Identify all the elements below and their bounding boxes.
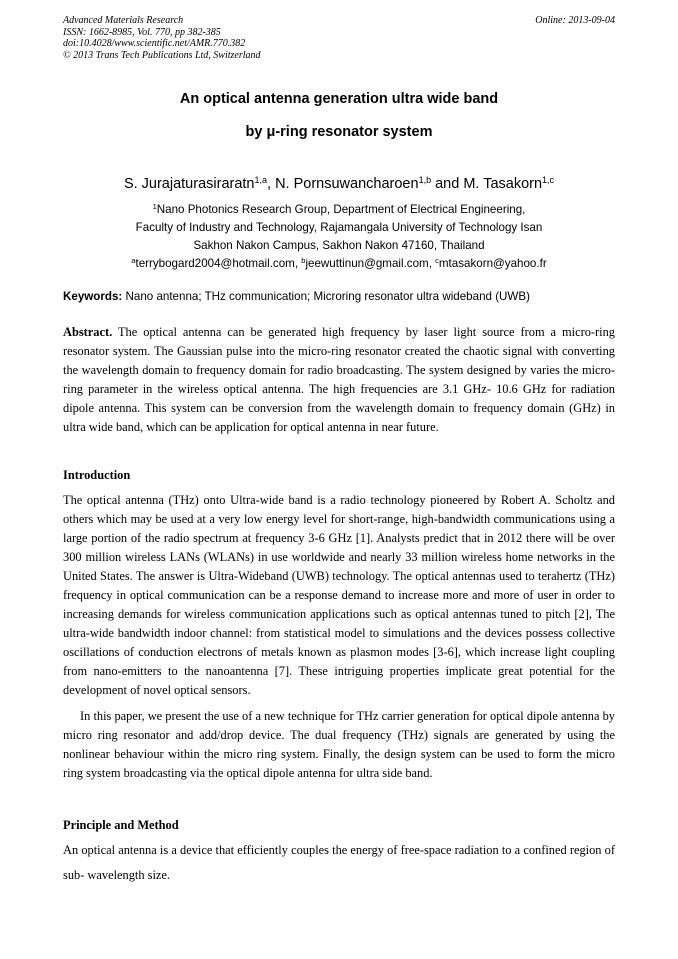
online-date: Online: 2013-09-04 [535,15,615,26]
author-name: S. Jurajaturasiraratn [123,176,255,192]
affiliation-line: Faculty of Industry and Technology, Rajamangala University of Technology Isan [135,221,543,234]
introduction-paragraph-2: In this paper, we present the use of a new technique for THz carrier generation for optical dipole antenna by micro ring resonator and add/drop device. The dual frequency (THz) signals are generated by using the nonlinear behaviour within the micro ring system. Finally, the design system can be used to form the micro ring system broadcasting via the optical dipole antenna for ultra side band. [63,709,615,780]
copyright: © 2013 Trans Tech Publications Ltd, Switzerland [63,49,261,61]
paper-title-line-1: An optical antenna generation ultra wide band [179,91,499,107]
author-name: N. Pornsuwancharoen [275,176,419,192]
author-name: M. Tasakorn [463,176,543,192]
abstract-label: Abstract. [63,325,113,339]
issn: ISSN: 1662-8985, Vol. 770, pp 382-385 [63,26,221,38]
keywords [63,290,623,303]
journal-name: Advanced Materials Research [63,15,184,26]
abstract [63,323,615,437]
author-affiliation-mark: 1,a [254,175,268,185]
section-heading-principle: Principle and Method [63,818,179,832]
keywords-label: Keywords: [63,290,123,303]
email-address: mtasakorn@yahoo.fr [438,257,547,270]
email-mark: b [301,256,306,265]
principle-paragraph-1: An optical antenna is a device that efficiently couples the energy of free-space radiation to a confined region of sub- wavelength size. [63,843,615,882]
affiliation-mark: 1 [152,202,157,211]
paper-title-line-2: by μ-ring resonator system [245,124,433,140]
author-separator: , [267,176,276,192]
author-separator: and [431,176,464,192]
doi: doi:10.4028/www.scientific.net/AMR.770.382 [63,38,246,49]
email-mark: c [435,256,439,265]
email-mark: a [131,256,136,265]
journal-header [63,15,615,61]
affiliation-block [0,201,678,273]
keywords-text: Nano antenna; THz communication; Microring resonator ultra wideband (UWB) [122,290,530,303]
abstract-text: The optical antenna can be generated high frequency by laser light source from a micro-ring resonator system. The Gaussian pulse into the micro-ring resonator created the chaotic signal with converting the wavelength domain to frequency domain for radio broadcasting. The system designed by varies the micro-ring parameter in the wireless optical antenna. The high frequencies are 3.1 GHz- 10.6 GHz for radiation dipole antenna. This system can be conversion from the wavelength domain to frequency domain (GHz) in ultra wide band, which can be application for optical antenna in near future. [63,325,615,434]
section-heading-introduction: Introduction [63,468,131,482]
introduction-paragraph-1: The optical antenna (THz) onto Ultra-wide band is a radio technology pioneered by Robert A. Scholtz and others which may be used at a very low energy level for short-range, high-bandwidth communications using a large portion of the radio spectrum at frequency 3-6 GHz [1]. Analysts predict that in 2012 there will be over 300 million wireless LANs (WLANs) in use worldwide and nearly 33 million wireless home networks in the United States. The answer is Ultra-Wideband (UWB) technology. The optical antennas used to terahertz (THz) frequency in optical communication can be a response demand to increase more and more of user in order to increasing demands for wireless communication applications such as optical antennas tuned to pitch [2], The ultra-wide bandwidth indoor channel: from statistical model to simulations and the devices possess collective oscillations of conduction electrons of metals known as plasmon modes [3-6], which increase light coupling from nano-emitters to the nanoantenna [7]. These intriguing properties implicate great potential for the development of novel optical sensors. [63,493,615,697]
author-affiliation-mark: 1,c [542,175,555,185]
author-list [0,176,678,192]
email-line [0,255,678,273]
author-affiliation-mark: 1,b [418,175,432,185]
email-address: jeewuttinun@gmail.com, [305,257,436,270]
affiliation-line: Sakhon Nakon Campus, Sakhon Nakon 47160, Thailand [193,239,485,252]
email-address: terrybogard2004@hotmail.com, [135,257,302,270]
affiliation-line: $^1$Nano Photonics Research Group, Department of Electrical Engineering, [152,202,526,216]
